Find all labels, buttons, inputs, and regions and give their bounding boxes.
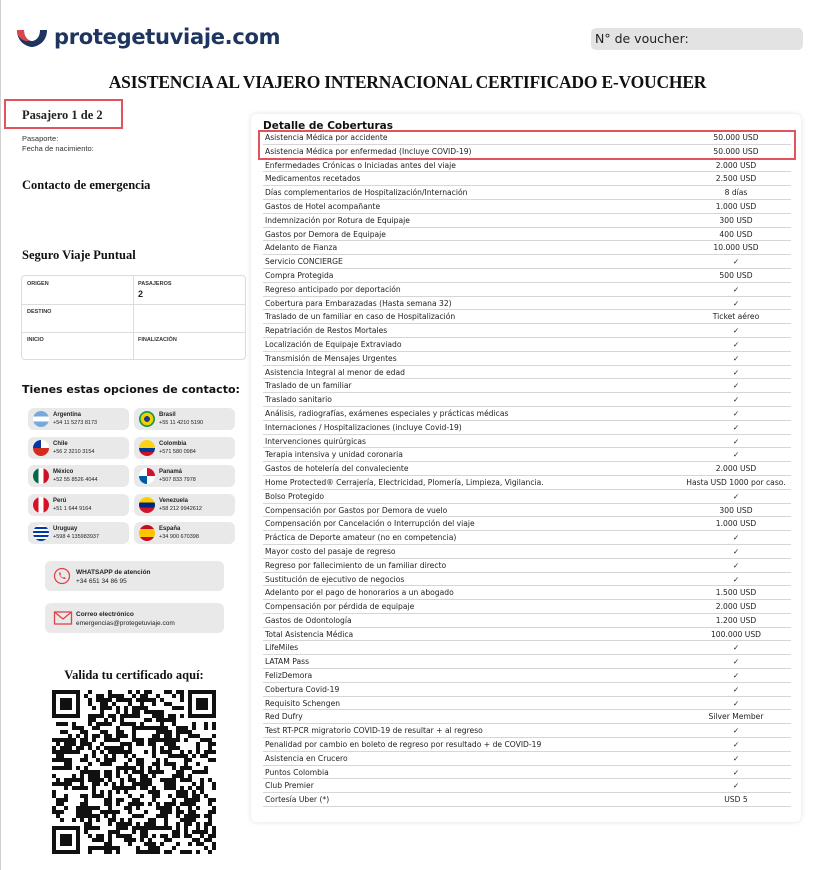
coverage-name: Transmisión de Mensajes Urgentes	[265, 353, 397, 363]
coverage-value: ✓	[732, 726, 740, 736]
coverage-value: 1.200 USD	[715, 615, 757, 625]
mexico-flag-icon	[33, 468, 49, 484]
coverage-name: Total Asistencia Médica	[265, 629, 354, 639]
coverage-value: 500 USD	[719, 270, 753, 280]
coverage-name: Localización de Equipaje Extraviado	[265, 339, 402, 349]
coverage-name: Servicio CONCIERGE	[265, 257, 343, 267]
coverage-name: Red Dufry	[265, 712, 303, 722]
coverage-value: 300 USD	[719, 505, 753, 515]
coverage-value: 100.000 USD	[710, 629, 762, 639]
table-row	[263, 310, 791, 324]
medical-coverage-highlight	[258, 130, 796, 160]
table-row	[263, 407, 791, 421]
whatsapp-phone: +34 651 34 86 95	[76, 578, 127, 585]
table-row	[263, 490, 791, 504]
country-name: Venezuela	[159, 498, 189, 504]
mail-icon	[53, 609, 73, 627]
coverage-name: Enfermedades Crónicas o Iniciadas antes del viaje	[265, 160, 456, 170]
contact-options-heading: Tienes estas opciones de contacto:	[22, 383, 240, 396]
coverage-value: ✓	[732, 781, 740, 791]
coverage-value: ✓	[732, 546, 740, 556]
table-row	[263, 766, 791, 780]
trip-box-divider	[133, 332, 134, 360]
plan-heading: Seguro Viaje Puntual	[22, 248, 136, 262]
table-row	[263, 697, 791, 711]
coverage-value: 50.000 USD	[713, 146, 759, 156]
table-row	[263, 669, 791, 683]
coverage-value: Silver Member	[708, 712, 764, 722]
coverage-name: Home Protected® Cerrajería, Electricidad, Plomería, Limpieza, Vigilancia.	[265, 477, 544, 487]
table-row	[263, 683, 791, 697]
coverage-name: Adelanto de Fianza	[265, 243, 338, 253]
table-row	[263, 435, 791, 449]
coverage-table	[263, 131, 791, 807]
table-row	[263, 641, 791, 655]
coverage-name: Penalidad por cambio en boleto de regreso por resultado + de COVID-19	[265, 740, 542, 750]
table-row	[263, 655, 791, 669]
coverage-value: ✓	[732, 533, 740, 543]
country-phone: +571 580 0984	[159, 449, 196, 455]
table-row	[263, 448, 791, 462]
coverage-value: 8 días	[724, 188, 748, 198]
end-label: FINALIZACIÓN	[138, 337, 177, 343]
table-row	[263, 421, 791, 435]
birthdate-label: Fecha de nacimiento:	[22, 144, 94, 153]
coverage-name: Test RT-PCR migratorio COVID-19 de resultar + al regreso	[265, 726, 483, 736]
coverage-value: ✓	[732, 753, 740, 763]
coverage-name: Traslado de un familiar	[265, 381, 352, 391]
brand-logo	[14, 24, 280, 50]
coverage-name: Análisis, radiografías, exámenes especiales y prácticas médicas	[265, 408, 509, 418]
coverage-name: Traslado de un familiar en caso de Hospitalización	[265, 312, 456, 322]
coverage-value: ✓	[732, 395, 740, 405]
coverage-name: Asistencia Médica por accidente	[265, 133, 388, 142]
coverage-value: ✓	[732, 657, 740, 667]
country-name: Perú	[53, 498, 67, 504]
voucher-field: N° de voucher:	[591, 28, 803, 50]
coverage-value: ✓	[732, 450, 740, 460]
email-title: Correo electrónico	[76, 611, 134, 618]
coverage-name: Cortesía Uber (*)	[265, 795, 330, 805]
country-phone: +54 11 5273 8173	[53, 420, 98, 426]
table-row	[263, 628, 791, 642]
coverage-name: Compensación por Gastos por Demora de vuelo	[265, 505, 448, 515]
coverage-value: ✓	[732, 574, 740, 584]
table-row	[263, 297, 791, 311]
coverage-value: ✓	[732, 684, 740, 694]
contact-pill-mexico[interactable]	[28, 465, 129, 487]
trip-details-box	[21, 275, 246, 360]
coverage-name: Bolso Protegido	[265, 491, 325, 501]
table-row	[263, 214, 791, 228]
coverage-name: Compensación por pérdida de equipaje	[265, 602, 415, 612]
coverage-name: Asistencia en Crucero	[265, 753, 348, 763]
country-name: España	[159, 526, 181, 532]
coverage-value: 300 USD	[719, 215, 753, 225]
panama-flag-icon	[139, 468, 155, 484]
coverage-heading: Detalle de Coberturas	[263, 120, 393, 132]
coverage-value: ✓	[732, 767, 740, 777]
coverage-name: Asistencia Médica por enfermedad (Incluye COVID-19)	[265, 146, 472, 156]
coverage-value: ✓	[732, 408, 740, 418]
coverage-name: Intervenciones quirúrgicas	[265, 436, 366, 446]
country-phone: +34 900 670398	[159, 534, 199, 540]
coverage-name: Gastos de Hotel acompañante	[265, 201, 381, 211]
coverage-name: FelizDemora	[265, 671, 313, 681]
coverage-value: ✓	[732, 257, 740, 267]
brasil-flag-icon	[139, 411, 155, 427]
qr-code[interactable]	[52, 690, 216, 854]
table-row	[263, 159, 791, 173]
espana-flag-icon	[139, 525, 155, 541]
email-contact[interactable]	[45, 603, 224, 633]
table-row	[263, 200, 791, 214]
contact-pill-venezuela[interactable]	[134, 494, 235, 516]
coverage-value: ✓	[732, 298, 740, 308]
table-row	[263, 255, 791, 269]
table-row	[263, 724, 791, 738]
coverage-name: Práctica de Deporte amateur (no en competencia)	[265, 533, 457, 543]
table-row	[263, 269, 791, 283]
coverage-name: Gastos por Demora de Equipaje	[265, 229, 386, 239]
origin-label: ORIGEN	[27, 281, 49, 287]
country-name: Uruguay	[53, 526, 78, 532]
coverage-name: Adelanto por el pago de honorarios a un abogado	[265, 588, 454, 598]
table-row	[263, 241, 791, 255]
coverage-value: ✓	[732, 339, 740, 349]
contact-pill-chile[interactable]	[28, 437, 129, 459]
table-row	[263, 517, 791, 531]
contact-pill-espana[interactable]	[134, 522, 235, 544]
coverage-value: Hasta USD 1000 por caso.	[686, 477, 786, 487]
country-name: Chile	[53, 441, 68, 447]
coverage-name: Compensación por Cancelación o Interrupción del viaje	[265, 519, 475, 529]
coverage-value: 10.000 USD	[713, 243, 759, 253]
table-row	[263, 738, 791, 752]
coverage-value: ✓	[732, 422, 740, 432]
country-name: Argentina	[53, 412, 82, 418]
page-title: ASISTENCIA AL VIAJERO INTERNACIONAL CERTIFICADO E-VOUCHER	[108, 72, 707, 92]
table-row	[263, 779, 791, 793]
table-row	[263, 476, 791, 490]
coverage-name: Días complementarios de Hospitalización/Internación	[265, 188, 468, 198]
table-row	[263, 324, 791, 338]
coverage-value: ✓	[732, 643, 740, 653]
contact-pill-brasil[interactable]	[134, 408, 235, 430]
coverage-name: Cobertura para Embarazadas (Hasta semana 32)	[265, 298, 452, 308]
argentina-flag-icon	[33, 411, 49, 427]
coverage-name: Internaciones / Hospitalizaciones (incluye Covid-19)	[265, 422, 462, 432]
coverage-name: Regreso anticipado por deportación	[265, 284, 401, 294]
coverage-value: ✓	[732, 698, 740, 708]
table-row	[263, 283, 791, 297]
table-row	[263, 710, 791, 724]
coverage-name: Repatriación de Restos Mortales	[265, 326, 388, 336]
table-row	[263, 586, 791, 600]
table-row	[263, 504, 791, 518]
passport-label: Pasaporte:	[22, 134, 59, 143]
coverage-name: LifeMiles	[265, 643, 299, 653]
coverage-name: Asistencia Integral al menor de edad	[265, 367, 405, 377]
contact-pill-panama[interactable]	[134, 465, 235, 487]
coverage-value: Ticket aéreo	[712, 312, 760, 322]
country-phone: +52 55 8526 4044	[53, 477, 98, 483]
peru-flag-icon	[33, 497, 49, 513]
table-row	[263, 752, 791, 766]
table-row	[263, 531, 791, 545]
table-row	[263, 366, 791, 380]
emergency-contact-heading: Contacto de emergencia	[22, 178, 151, 192]
coverage-value: 2.500 USD	[715, 174, 757, 184]
country-name: Brasil	[159, 412, 176, 418]
whatsapp-icon	[53, 567, 71, 585]
coverage-value: 2.000 USD	[715, 464, 757, 474]
table-row	[263, 228, 791, 242]
coverage-name: Compra Protegida	[265, 270, 334, 280]
contact-pill-peru[interactable]	[28, 494, 129, 516]
table-row	[263, 172, 791, 186]
coverage-value: 1.500 USD	[715, 588, 757, 598]
table-row	[263, 573, 791, 587]
qr-heading: Valida tu certificado aquí:	[64, 668, 204, 682]
coverage-name: Requisito Schengen	[265, 698, 341, 708]
destination-label: DESTINO	[27, 309, 52, 315]
whatsapp-contact[interactable]	[45, 561, 224, 591]
country-phone: +598 4 135983937	[53, 534, 100, 540]
table-row	[263, 614, 791, 628]
coverage-name: Club Premier	[265, 781, 314, 791]
chile-flag-icon	[33, 440, 49, 456]
page-edge	[0, 0, 1, 870]
country-phone: +507 833 7978	[159, 477, 196, 483]
coverage-value: ✓	[732, 326, 740, 336]
coverage-name: Regreso por fallecimiento de un familiar directo	[265, 560, 447, 570]
colombia-flag-icon	[139, 440, 155, 456]
coverage-value: ✓	[732, 671, 740, 681]
coverage-value: 50.000 USD	[713, 133, 759, 142]
country-phone: +55 11 4210 5190	[159, 420, 204, 426]
contact-pill-argentina[interactable]	[28, 408, 129, 430]
coverage-name: LATAM Pass	[265, 657, 310, 667]
email-address: emergencias@protegetuviaje.com	[76, 620, 175, 627]
coverage-name: Sustitución de ejecutivo de negocios	[265, 574, 405, 584]
coverage-value: 2.000 USD	[715, 160, 757, 170]
start-label: INICIO	[27, 337, 44, 343]
country-phone: +51 1 644 9164	[53, 506, 92, 512]
passenger-heading: Pasajero 1 de 2	[4, 99, 123, 129]
coverage-name: Puntos Colombia	[265, 767, 329, 777]
logo-mark-icon	[14, 25, 50, 49]
table-row	[263, 600, 791, 614]
coverage-value: 400 USD	[719, 229, 753, 239]
table-row	[263, 186, 791, 200]
coverage-value: ✓	[732, 436, 740, 446]
table-row	[263, 462, 791, 476]
coverage-value: ✓	[732, 284, 740, 294]
uruguay-flag-icon	[33, 525, 49, 541]
country-name: Colombia	[159, 441, 187, 447]
passengers-value: 2	[138, 289, 144, 299]
coverage-name: Indemnización por Rotura de Equipaje	[265, 215, 410, 225]
coverage-value: ✓	[732, 367, 740, 377]
whatsapp-title: WHATSAPP de atención	[76, 569, 151, 576]
country-name: México	[53, 469, 74, 475]
coverage-name: Cobertura Covid-19	[265, 684, 340, 694]
coverage-value: ✓	[732, 740, 740, 750]
coverage-name: Gastos de hotelería del convaleciente	[265, 464, 409, 474]
table-row	[263, 559, 791, 573]
coverage-name: Medicamentos recetados	[265, 174, 361, 184]
table-row	[263, 545, 791, 559]
coverage-name: Gastos de Odontología	[265, 615, 352, 625]
contact-pill-colombia[interactable]	[134, 437, 235, 459]
contact-pill-uruguay[interactable]	[28, 522, 129, 544]
country-phone: +56 2 3210 3154	[53, 449, 95, 455]
table-row	[263, 338, 791, 352]
coverage-name: Terapia intensiva y unidad coronaria	[265, 450, 403, 460]
qr-modules	[52, 690, 216, 854]
country-name: Panamá	[159, 469, 183, 475]
coverage-value: ✓	[732, 381, 740, 391]
coverage-value: 1.000 USD	[715, 519, 757, 529]
coverage-name: Mayor costo del pasaje de regreso	[265, 546, 396, 556]
coverage-value: USD 5	[724, 795, 748, 805]
table-row	[263, 793, 791, 807]
country-phone: +58 212 9942612	[159, 506, 202, 512]
table-row	[263, 352, 791, 366]
coverage-value: 2.000 USD	[715, 602, 757, 612]
table-row	[263, 379, 791, 393]
trip-box-divider	[22, 304, 245, 305]
coverage-name: Traslado sanitario	[265, 395, 332, 405]
coverage-value: ✓	[732, 491, 740, 501]
coverage-value: 1.000 USD	[715, 201, 757, 211]
brand-name: protegetuviaje.com	[54, 25, 281, 49]
coverage-value: ✓	[732, 353, 740, 363]
table-row	[263, 393, 791, 407]
passengers-label: PASAJEROS	[138, 281, 172, 287]
venezuela-flag-icon	[139, 497, 155, 513]
coverage-value: ✓	[732, 560, 740, 570]
